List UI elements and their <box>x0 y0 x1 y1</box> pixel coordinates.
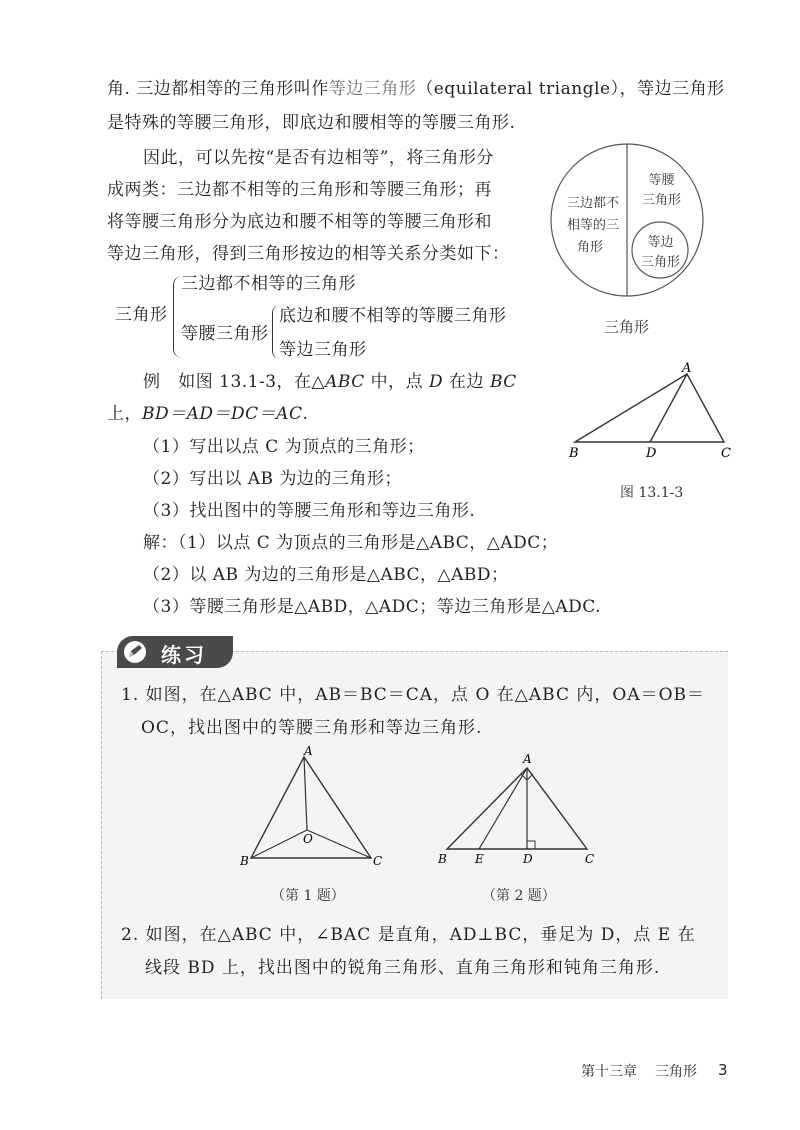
example-line-1 <box>143 370 517 394</box>
paragraph-2-line-3: 将等腰三角形分为底边和腰不相等的等腰三角形和 <box>107 212 492 232</box>
triangle-abc-fig2 <box>447 768 587 849</box>
venn-left-line: 相等的三 <box>567 218 620 233</box>
label-b: B <box>240 854 249 868</box>
practice-figure-1-caption: （第 1 题） <box>271 888 345 904</box>
solution-line-2: （2）以 AB 为边的三角形是△ABC，△ABD； <box>143 565 509 585</box>
venn-right-line: 等腰 <box>648 173 675 188</box>
venn-right-line: 三角形 <box>642 193 682 208</box>
text-segment: 在边 <box>443 372 490 392</box>
venn-inner-line: 三角形 <box>641 255 681 270</box>
venn-right-text <box>642 171 681 211</box>
paragraph-2-line-1: 因此，可以先按“是否有边相等”，将三角形分 <box>143 148 494 168</box>
math-abc: ABC <box>325 372 365 392</box>
label-d: D <box>646 446 657 461</box>
paragraph-1-line-2: 是特殊的等腰三角形，即底边和腰相等的等腰三角形. <box>107 113 516 133</box>
segment-ad <box>650 374 687 442</box>
label-d: D <box>523 852 533 866</box>
figure-13-1-3 <box>560 360 740 465</box>
label-c: C <box>373 854 383 868</box>
venn-left-line: 三边都不 <box>567 196 620 211</box>
triangle-abc <box>575 374 724 442</box>
label-c: C <box>585 852 595 866</box>
practice-1-line-2: OC，找出图中的等腰三角形和等边三角形. <box>141 718 483 738</box>
example-label: 例 <box>143 372 161 392</box>
segment-ob <box>251 830 307 858</box>
paragraph-2-line-2: 成两类：三边都不相等的三角形和等腰三角形；再 <box>107 180 492 200</box>
label-b: B <box>438 852 447 866</box>
venn-inner-line: 等边 <box>647 235 674 250</box>
math-bc: BC <box>489 372 517 392</box>
label-o: O <box>303 832 313 846</box>
practice-badge <box>117 636 233 668</box>
practice-2-line-1: 2. 如图，在△ABC 中，∠BAC 是直角，AD⊥BC，垂足为 D，点 E 在 <box>121 925 696 945</box>
page-number: 3 <box>718 1061 728 1079</box>
venn-inner-text <box>641 233 680 273</box>
paragraph-1-line-1 <box>107 77 725 101</box>
label-a: A <box>304 745 313 758</box>
practice-figure-2-caption: （第 2 题） <box>482 888 556 904</box>
pencil-icon <box>122 639 150 665</box>
text-segment: 上， <box>107 404 142 424</box>
example-question-2: （2）写出以 AB 为边的三角形； <box>143 469 402 489</box>
footer-chapter: 第十三章 <box>581 1064 637 1080</box>
right-angle-mark-d <box>527 841 535 849</box>
label-e: E <box>475 852 484 866</box>
solution-line-3: （3）等腰三角形是△ABD，△ADC；等边三角形是△ADC. <box>143 597 602 617</box>
text-segment: 角. 三边都相等的三角形叫作 <box>107 79 329 99</box>
classification-branch-1: 三边都不相等的三角形 <box>181 274 356 294</box>
example-question-1: （1）写出以点 C 为顶点的三角形； <box>143 437 425 457</box>
solution-line-1: 解：（1）以点 C 为顶点的三角形是△ABC，△ADC； <box>143 533 559 553</box>
text-segment: . <box>302 404 309 424</box>
footer-title: 三角形 <box>655 1064 697 1080</box>
text-segment: 中，点 <box>364 372 430 392</box>
practice-2-line-2: 线段 BD 上，找出图中的锐角三角形、直角三角形和钝角三角形. <box>145 958 661 978</box>
practice-figure-2 <box>435 745 610 870</box>
label-a: A <box>523 752 532 766</box>
math-d: D <box>429 372 444 392</box>
label-c: C <box>721 446 731 461</box>
venn-caption: 三角形 <box>604 318 650 336</box>
practice-figure-1 <box>235 745 395 870</box>
example-question-3: （3）找出图中的等腰三角形和等边三角形. <box>143 501 476 521</box>
term-equilateral: 等边三角形 <box>328 79 417 99</box>
label-a: A <box>682 361 692 376</box>
label-b: B <box>569 446 579 461</box>
practice-1-line-1: 1. 如图，在△ABC 中，AB＝BC＝CA，点 O 在△ABC 内，OA＝OB＝ <box>121 685 706 705</box>
venn-left-line: 角形 <box>577 240 604 255</box>
text-segment: （equilateral triangle），等边三角形 <box>416 79 725 99</box>
paragraph-2-line-4: 等边三角形，得到三角形按边的相等关系分类如下： <box>107 244 510 264</box>
text-segment: 如图 13.1-3，在△ <box>178 372 326 392</box>
classification-root: 三角形 <box>115 305 168 325</box>
practice-title: 练习 <box>161 643 207 667</box>
figure-13-1-3-caption: 图 13.1-3 <box>620 485 684 501</box>
segment-oa <box>304 757 307 830</box>
classification-sub-1: 底边和腰不相等的等腰三角形 <box>279 306 507 326</box>
classification-branch-2: 等腰三角形 <box>181 324 269 344</box>
classification-sub-2: 等边三角形 <box>279 340 367 360</box>
venn-left-text <box>567 193 619 259</box>
example-line-2 <box>107 402 308 426</box>
math-equation: BD＝AD＝DC＝AC <box>142 404 303 424</box>
